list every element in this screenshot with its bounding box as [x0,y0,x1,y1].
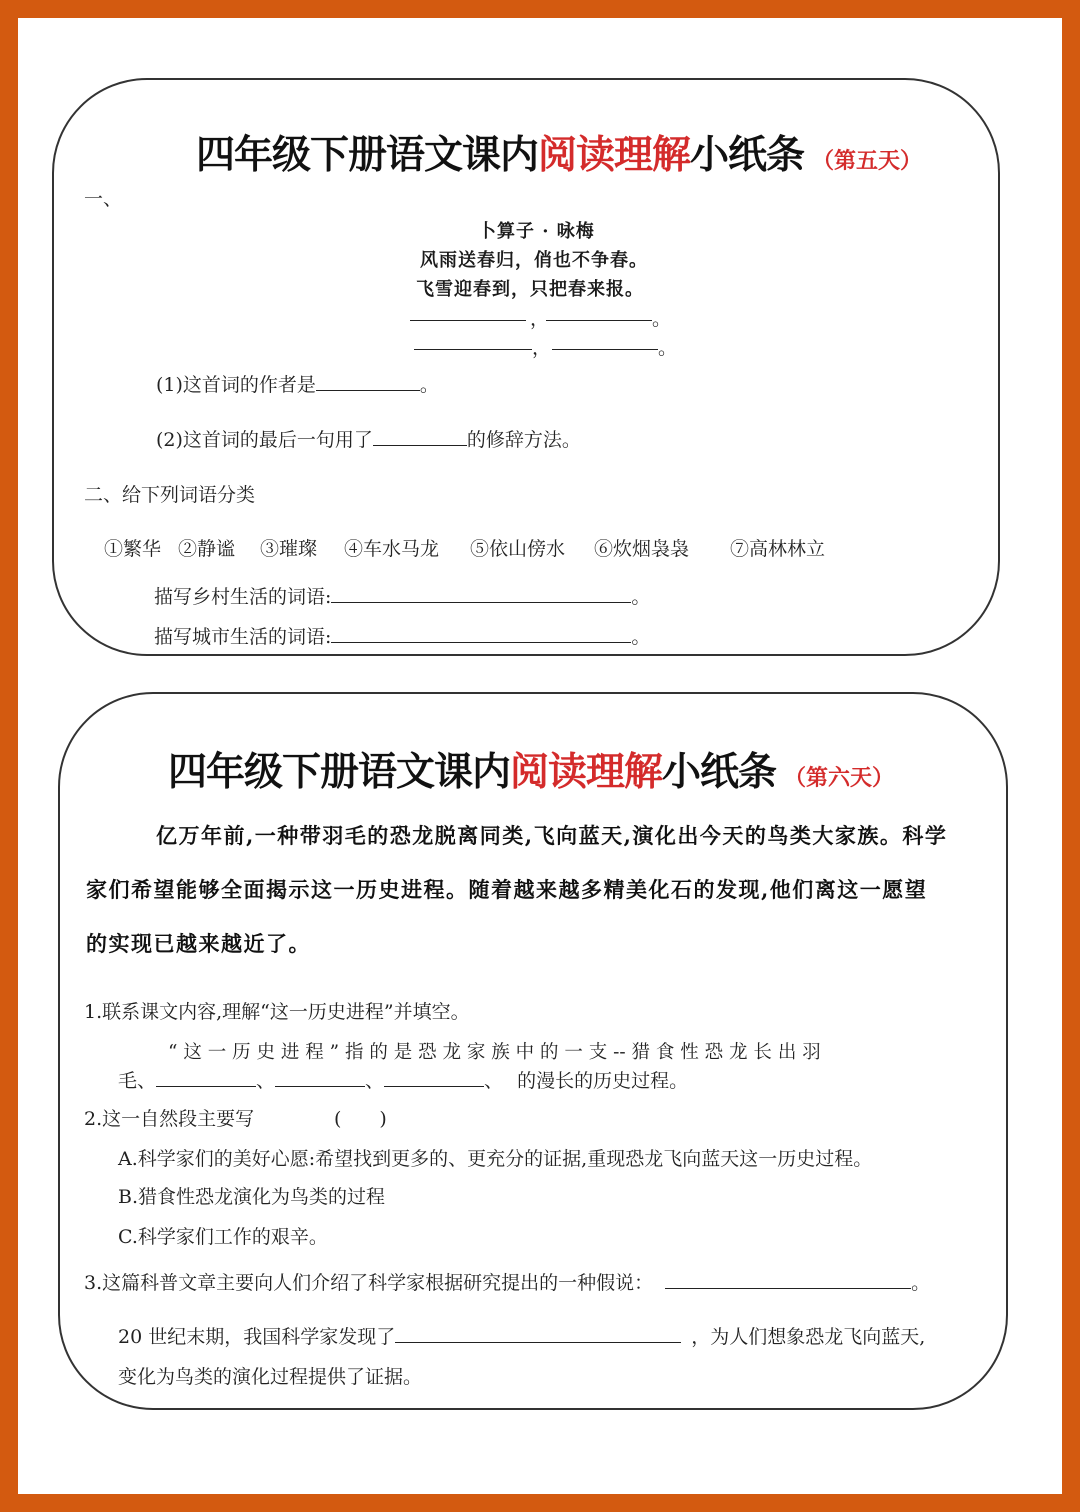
q1-sep-3: 、 [484,1070,504,1092]
urban-period: 。 [631,626,651,648]
q1-blank-2[interactable] [275,1070,365,1087]
q3-answer-blank[interactable] [665,1272,911,1289]
q1-sep-2: 、 [365,1070,385,1092]
q4-start: 20 世纪末期，我国科学家发现了 [118,1326,396,1348]
title-highlight: 阅读理解 [538,132,691,178]
word-6: ⑥炊烟袅袅 [594,538,690,560]
urban-words-row [154,622,650,649]
q1-text: (1)这首词的作者是 [156,374,316,396]
word-2: ②静谧 [178,538,236,560]
q1-line-2 [118,1066,688,1093]
title-main: 四年级下册语文课内 [196,132,539,178]
q2-option-c[interactable]: C.科学家们工作的艰辛。 [118,1226,328,1248]
word-7: ⑦高林林立 [730,538,826,560]
rural-period: 。 [631,586,651,608]
q1-stem: 1.联系课文内容,理解“这一历史进程”并填空。 [84,1001,470,1023]
rural-words-row [154,582,650,609]
q1-answer-blank[interactable] [316,374,420,391]
title-highlight: 阅读理解 [510,749,663,795]
q2-answer-blank[interactable] [373,429,467,446]
q1-sep-1: 、 [256,1070,276,1092]
title-tail: 小纸条 [662,749,777,795]
question-2 [156,425,581,452]
q2-stem: 2.这一自然段主要写 [84,1108,255,1130]
poem-period-3: 。 [652,308,672,330]
poem-line-1: 风雨送春归，俏也不争春。 [420,250,648,271]
q1-line-1: “ 这 一 历 史 进 程 ” 指 的 是 恐 龙 家 族 中 的 一 支 -- 猎 食 性 恐 龙 长 出 羽 [168,1042,821,1063]
poem-comma-4: ， [532,337,552,359]
q1-end: 的漫长的历史过程。 [517,1070,689,1092]
q4-end: ，为人们想象恐龙飞向蓝天, [691,1326,926,1348]
word-3: ③璀璨 [260,538,318,560]
urban-answer-blank[interactable] [331,626,631,643]
q3-stem: 3.这篇科普文章主要向人们介绍了科学家根据研究提出的一种假说： [84,1272,654,1294]
q4-row [118,1322,925,1349]
title-day: （第五天） [812,148,923,174]
word-5: ⑤依山傍水 [470,538,566,560]
title-day: （第六天） [784,765,895,791]
day6-title [168,741,894,797]
poem-blank-4b[interactable] [552,349,658,350]
poem-title: 卜算子 · 咏梅 [478,221,595,242]
q1-suffix: 。 [419,374,439,396]
question-1 [156,370,439,397]
title-main: 四年级下册语文课内 [168,749,511,795]
poem-blank-3b[interactable] [546,320,652,321]
word-4: ④车水马龙 [344,538,440,560]
title-tail: 小纸条 [690,132,805,178]
q2-option-a[interactable]: A.科学家们的美好心愿:希望找到更多的、更充分的证据,重现恐龙飞向蓝天这一历史过程。 [118,1148,873,1170]
q2-suffix: 的修辞方法。 [466,429,581,451]
q3-row [84,1268,930,1295]
poem-period-4: 。 [658,337,678,359]
q3-end: 。 [911,1272,931,1294]
day5-title [196,124,922,180]
q2-option-b[interactable]: B.猎食性恐龙演化为鸟类的过程 [118,1186,386,1208]
poem-blank-3a[interactable] [410,320,526,321]
urban-label: 描写城市生活的词语: [154,626,332,648]
q1-blank-1[interactable] [156,1070,256,1087]
q1-blank-3[interactable] [384,1070,484,1087]
poem-blank-4a[interactable] [414,349,532,350]
word-1: ①繁华 [104,538,162,560]
rural-answer-blank[interactable] [331,586,631,603]
q2-text: (2)这首词的最后一句用了 [156,429,373,451]
poem-line-2: 飞雪迎春到，只把春来报。 [416,279,644,300]
passage-line-2: 家们希望能够全面揭示这一历史进程。随着越来越多精美化石的发现,他们离这一愿望 [86,877,928,902]
poem-comma-3: ， [530,308,550,330]
section2-label: 二、给下列词语分类 [84,484,256,506]
passage-line-1: 亿万年前,一种带羽毛的恐龙脱离同类,飞向蓝天,演化出今天的鸟类大家族。科学 [156,823,948,848]
passage-line-3: 的实现已越来越近了。 [86,931,311,956]
section1-label: 一、 [84,188,123,210]
q4-answer-blank[interactable] [395,1326,681,1343]
rural-label: 描写乡村生活的词语: [154,586,332,608]
q4-line-2: 变化为鸟类的演化过程提供了证据。 [118,1366,423,1388]
q2-answer-paren[interactable]: ( ) [334,1108,387,1130]
q1-start: 毛、 [118,1070,157,1092]
